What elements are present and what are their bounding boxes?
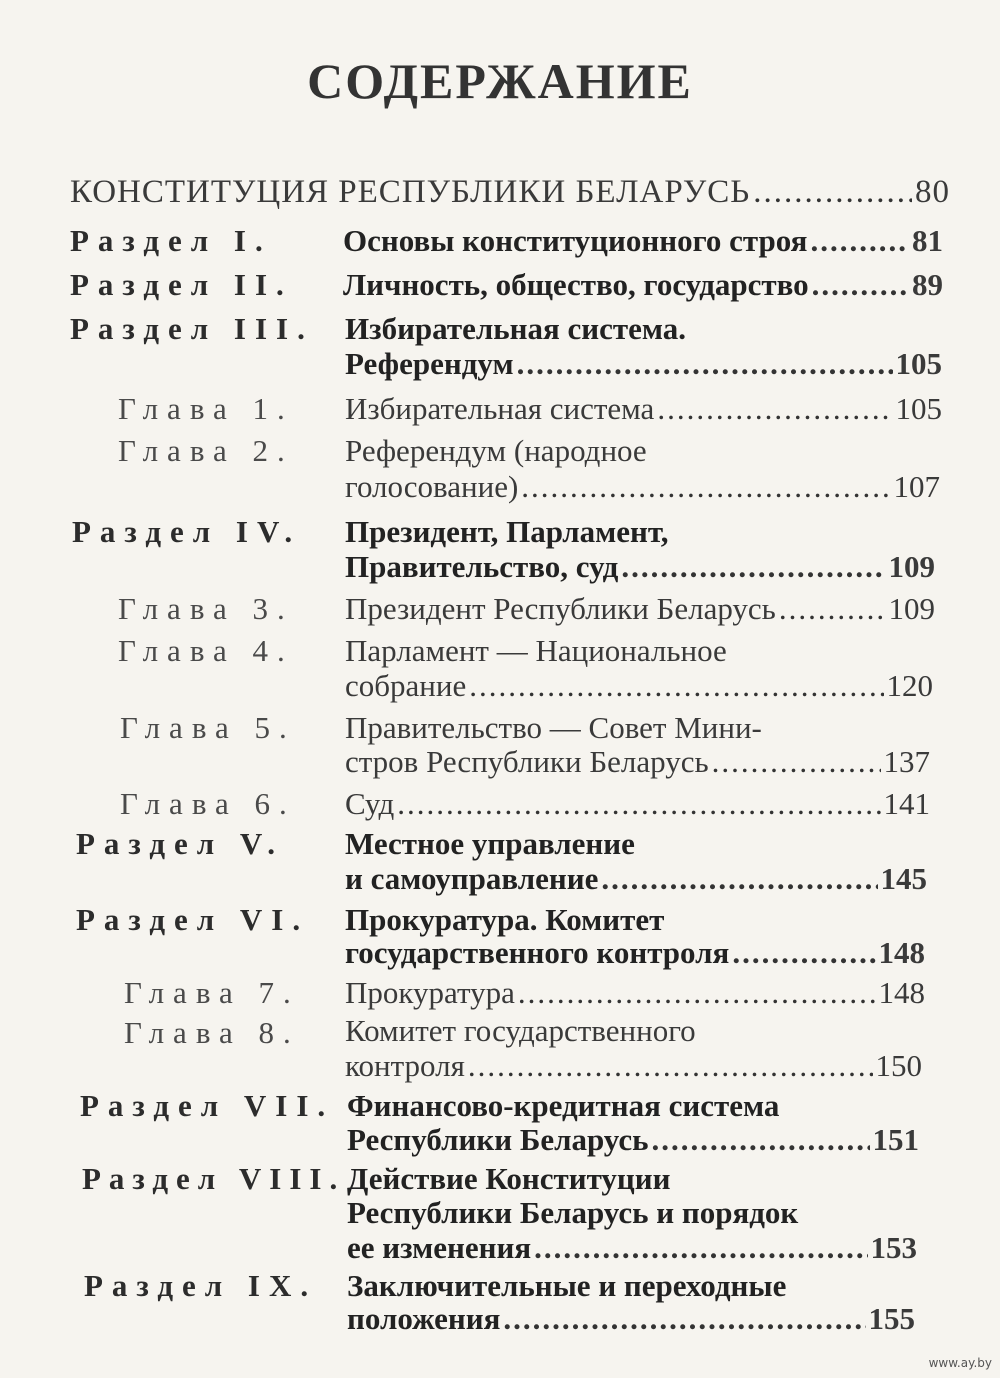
toc-entry-chapter-2 — [345, 468, 940, 505]
section-label: Раздел III. — [70, 311, 314, 346]
chapter-label: Глава 1. — [118, 391, 294, 426]
page-number: 151 — [872, 1122, 919, 1157]
chapter-label: Глава 6. — [120, 786, 296, 821]
toc-entry-text: Парламент — Национальное — [345, 633, 727, 668]
chapter-label: Глава 7. — [124, 975, 300, 1010]
page-number: 148 — [878, 935, 925, 970]
toc-entry-text: контроля — [345, 1048, 465, 1083]
toc-entry-text: Прокуратура. Комитет — [345, 902, 665, 937]
page-number: 120 — [886, 668, 933, 703]
toc-entry-text: Правительство — Совет Мини- — [345, 710, 762, 745]
chapter-label: Глава 3. — [118, 591, 294, 626]
section-label: Раздел II. — [70, 267, 293, 302]
toc-entry-chapter-7 — [345, 974, 925, 1011]
toc-entry-constitution — [70, 174, 950, 211]
toc-entry-text: Финансово-кредитная система — [347, 1088, 780, 1123]
toc-entry-chapter-3 — [345, 590, 935, 627]
toc-entry-text: Референдум (народное — [345, 433, 647, 468]
toc-entry-section-4 — [345, 548, 935, 585]
toc-entry-text: Президент, Парламент, — [345, 514, 669, 549]
section-label: Раздел V. — [76, 826, 285, 861]
dot-leader — [712, 743, 881, 780]
toc-entry-section-8 — [347, 1229, 917, 1266]
toc-entry-text: Президент Республики Беларусь — [345, 591, 776, 626]
toc-entry-chapter-6 — [345, 785, 930, 822]
toc-entry-section-3 — [345, 345, 942, 382]
toc-entry-section-7 — [347, 1121, 919, 1158]
dot-leader — [753, 174, 912, 211]
page-number: 89 — [912, 267, 943, 302]
toc-entry-text: Избирательная система — [345, 391, 655, 426]
dot-leader — [521, 468, 890, 505]
dot-leader — [469, 667, 883, 704]
toc-entry-chapter-5 — [345, 743, 930, 780]
page-number: 145 — [880, 861, 927, 896]
toc-entry-chapter-1 — [345, 390, 942, 427]
section-label: Раздел IX. — [84, 1268, 318, 1303]
toc-entry-text: КОНСТИТУЦИЯ РЕСПУБЛИКИ БЕЛАРУСЬ — [70, 174, 751, 210]
dot-leader — [517, 345, 893, 382]
toc-entry-section-2 — [343, 266, 943, 303]
chapter-label: Глава 8. — [124, 1015, 300, 1050]
toc-entry-text: собрание — [345, 668, 467, 703]
toc-entry-text: Комитет государственного — [345, 1013, 696, 1048]
page-number: 150 — [875, 1048, 922, 1083]
toc-entry-chapter-8 — [345, 1047, 922, 1084]
watermark: www.ay.by — [928, 1356, 992, 1370]
page-number: 80 — [915, 174, 950, 210]
section-label: Раздел VIII. — [82, 1161, 346, 1196]
toc-entry-text: положения — [347, 1301, 501, 1336]
toc-entry-text: Действие Конституции — [347, 1161, 671, 1196]
section-label: Раздел VI. — [76, 902, 310, 937]
page-number: 107 — [893, 469, 940, 504]
section-label: Раздел VII. — [80, 1088, 335, 1123]
page-number: 155 — [868, 1301, 915, 1336]
section-label: Раздел I. — [70, 223, 272, 258]
dot-leader — [397, 785, 880, 822]
toc-entry-text: Прокуратура — [345, 975, 515, 1010]
toc-entry-text: и самоуправление — [345, 861, 599, 896]
page-title: СОДЕРЖАНИЕ — [307, 53, 693, 109]
dot-leader — [810, 222, 909, 259]
chapter-label: Глава 2. — [118, 433, 294, 468]
toc-entry-section-1 — [343, 222, 943, 259]
toc-entry-text: государственного контроля — [345, 935, 730, 970]
dot-leader — [812, 266, 909, 303]
toc-entry-text: Личность, общество, государство — [343, 267, 809, 302]
toc-entry-text: Суд — [345, 786, 395, 821]
dot-leader — [468, 1047, 873, 1084]
page-number: 105 — [895, 346, 942, 381]
dot-leader — [621, 548, 885, 585]
page-number: 141 — [883, 786, 930, 821]
section-label: Раздел IV. — [72, 514, 302, 549]
chapter-label: Глава 5. — [120, 710, 296, 745]
toc-entry-text: Основы конституционного строя — [343, 223, 808, 258]
dot-leader — [732, 934, 875, 971]
toc-entry-text: Избирательная система. — [345, 311, 687, 346]
toc-entry-text: Референдум — [345, 346, 514, 381]
dot-leader — [503, 1300, 865, 1337]
page-number: 137 — [883, 744, 930, 779]
chapter-label: Глава 4. — [118, 633, 294, 668]
page-number: 109 — [888, 591, 935, 626]
toc-entry-text: ее изменения — [347, 1230, 532, 1265]
dot-leader — [601, 860, 877, 897]
dot-leader — [534, 1229, 867, 1266]
dot-leader — [518, 974, 876, 1011]
page-number: 81 — [912, 223, 943, 258]
dot-leader — [779, 590, 886, 627]
toc-entry-section-6 — [345, 934, 925, 971]
toc-entry-section-9 — [347, 1300, 915, 1337]
toc-entry-text: Местное управление — [345, 826, 635, 861]
toc-entry-text: стров Республики Беларусь — [345, 744, 709, 779]
toc-entry-text: Правительство, суд — [345, 549, 619, 584]
toc-entry-text: Республики Беларусь и порядок — [347, 1195, 799, 1230]
toc-entry-chapter-4 — [345, 667, 933, 704]
dot-leader — [657, 390, 892, 427]
toc-entry-text: Заключительные и переходные — [347, 1268, 787, 1303]
page-number: 153 — [870, 1230, 917, 1265]
page-number: 109 — [888, 549, 935, 584]
toc-entry-section-5 — [345, 860, 927, 897]
dot-leader — [652, 1121, 870, 1158]
toc-entry-text: голосование) — [345, 469, 519, 504]
page-number: 105 — [895, 391, 942, 426]
toc-entry-text: Республики Беларусь — [347, 1122, 649, 1157]
page-number: 148 — [878, 975, 925, 1010]
